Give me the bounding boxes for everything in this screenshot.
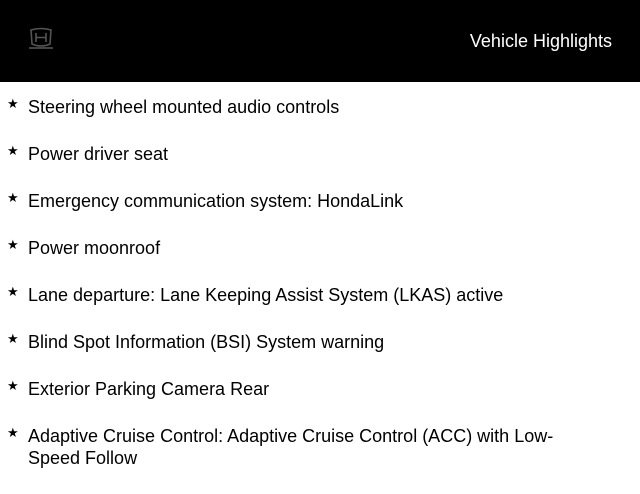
list-item <box>0 96 640 118</box>
star-icon: ★ <box>7 426 19 441</box>
list-item <box>0 143 640 165</box>
highlight-text: Lane departure: Lane Keeping Assist System (LKAS) active <box>28 285 504 305</box>
list-item <box>0 190 640 212</box>
list-item <box>0 378 640 400</box>
list-item <box>0 284 640 306</box>
highlight-text: Exterior Parking Camera Rear <box>28 379 270 399</box>
star-icon: ★ <box>7 97 19 112</box>
honda-logo-icon <box>25 27 57 51</box>
star-icon: ★ <box>7 191 19 206</box>
highlight-text: Steering wheel mounted audio controls <box>28 97 340 117</box>
highlight-text: Blind Spot Information (BSI) System warning <box>28 332 385 352</box>
star-icon: ★ <box>7 379 19 394</box>
highlights-list <box>0 96 640 494</box>
list-item <box>0 331 640 353</box>
header-bar <box>0 0 640 82</box>
star-icon: ★ <box>7 238 19 253</box>
list-item <box>0 237 640 259</box>
highlight-text: Emergency communication system: HondaLink <box>28 191 404 211</box>
star-icon: ★ <box>7 144 19 159</box>
list-item <box>0 425 640 469</box>
star-icon: ★ <box>7 332 19 347</box>
page-title: Vehicle Highlights <box>469 31 612 51</box>
highlight-text: Power driver seat <box>28 144 169 164</box>
highlight-text: Adaptive Cruise Control: Adaptive Cruise Control (ACC) with Low-Speed Follow <box>28 426 554 468</box>
star-icon: ★ <box>7 285 19 300</box>
highlight-text: Power moonroof <box>28 238 161 258</box>
